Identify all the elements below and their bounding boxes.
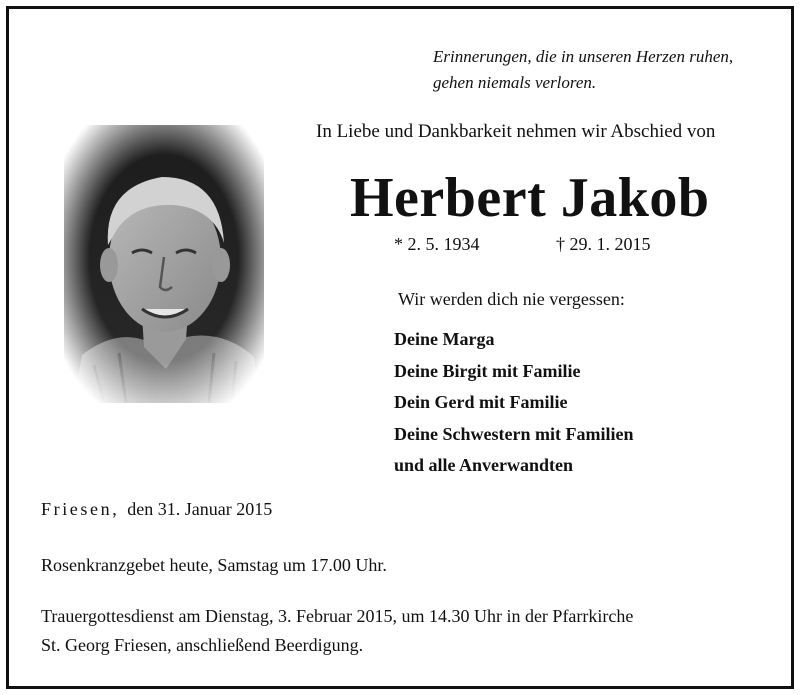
motto-line-1: Erinnerungen, die in unseren Herzen ruhen,	[433, 47, 734, 66]
rosary-notice: Rosenkranzgebet heute, Samstag um 17.00 Uhr.	[41, 555, 387, 575]
portrait-photo	[64, 125, 264, 403]
mourner-item: Deine Birgit mit Familie	[394, 360, 581, 381]
funeral-service-notice	[41, 602, 633, 660]
service-line-1: Trauergottesdienst am Dienstag, 3. Februar 2015, um 14.30 Uhr in der Pfarrkirche	[41, 606, 634, 626]
death-date: † 29. 1. 2015	[556, 234, 651, 254]
date: den 31. Januar 2015	[127, 499, 273, 519]
mourners-list	[394, 324, 633, 482]
intro-text: In Liebe und Dankbarkeit nehmen wir Abschied von	[316, 121, 716, 142]
deceased-name: Herbert Jakob	[350, 167, 710, 229]
place: Friesen,	[41, 499, 120, 519]
mourner-item: und alle Anverwandten	[394, 455, 574, 475]
mourner-item: Deine Marga	[394, 329, 495, 349]
mourner-item: Deine Schwestern mit Familien	[394, 423, 634, 444]
service-line-2: St. Georg Friesen, anschließend Beerdigung.	[41, 635, 364, 655]
place-and-date	[41, 499, 272, 520]
mourner-item: Dein Gerd mit Familie	[394, 392, 568, 412]
farewell-text: Wir werden dich nie vergessen:	[398, 289, 625, 309]
motto-quote	[433, 44, 733, 96]
motto-line-2: gehen niemals verloren.	[433, 73, 597, 92]
birth-date: * 2. 5. 1934	[394, 234, 480, 254]
